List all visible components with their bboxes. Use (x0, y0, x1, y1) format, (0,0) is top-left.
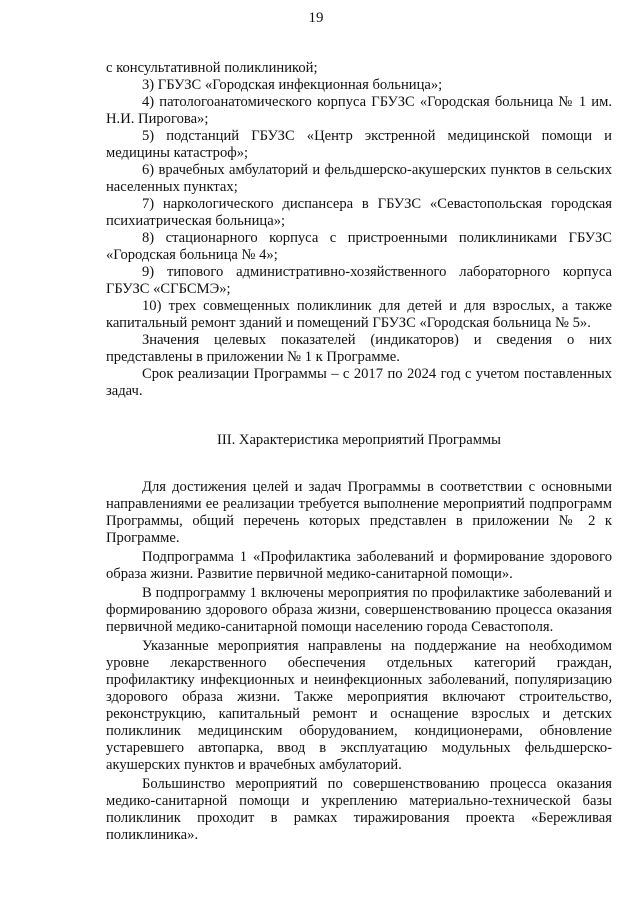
paragraph: 9) типового административно-хозяйственного лабораторного корпуса ГБУЗС «СГБСМЭ»; (106, 264, 612, 297)
paragraph: 3) ГБУЗС «Городская инфекционная больница»; (142, 77, 443, 93)
paragraph: Срок реализации Программы – с 2017 по 2024 год с учетом поставленных задач. (106, 366, 612, 399)
paragraph: 7) наркологического диспансера в ГБУЗС «Севастопольская городская психиатрическая больница»; (106, 196, 612, 229)
paragraph: Подпрограмма 1 «Профилактика заболеваний и формирование здорового образа жизни. Развитие первичной медико-санитарной помощи». (106, 549, 612, 582)
paragraph: Большинство мероприятий по совершенствованию процесса оказания медико-санитарной помощи и укреплению материально-технической базы поликлиник проходит в рамках тиражирования проекта «Бережливая поликлиника». (106, 776, 612, 843)
paragraph: 5) подстанций ГБУЗС «Центр экстренной медицинской помощи и медицины катастроф»; (106, 128, 612, 161)
document-body (106, 60, 612, 844)
paragraph: 10) трех совмещенных поликлиник для детей и для взрослых, а также капитальный ремонт зданий и помещений ГБУЗС «Городская больница № 5». (106, 298, 612, 331)
paragraph: Значения целевых показателей (индикаторов) и сведения о них представлены в приложении № 1 к Программе. (106, 332, 612, 365)
page-number: 19 (308, 10, 324, 26)
paragraph: 4) патологоанатомического корпуса ГБУЗС «Городская больница № 1 им. Н.И. Пирогова»; (106, 94, 612, 127)
paragraph: Указанные мероприятия направлены на поддержание на необходимом уровне лекарственного обеспечения отдельных категорий граждан, профилактику инфекционных и неинфекционных заболеваний, популяризацию здорового образа жизни. Также мероприятия включают строительство, реконструкцию, капитальный ремонт и оснащение взрослых и детских поликлиник медицинским оборудованием, кондиционерами, обновление устаревшего автопарка, ввод в эксплуатацию модульных фельдшерско-акушерских пунктов и врачебных амбулаторий. (106, 638, 612, 773)
paragraph: 8) стационарного корпуса с пристроенными поликлиниками ГБУЗС «Городская больница № 4»; (106, 230, 612, 263)
section-heading: III. Характеристика мероприятий Программы (217, 432, 501, 448)
paragraph: 6) врачебных амбулаторий и фельдшерско-акушерских пунктов в сельских населенных пунктах; (106, 162, 612, 195)
paragraph: с консультативной поликлиникой; (106, 60, 318, 76)
paragraph: Для достижения целей и задач Программы в соответствии с основными направлениями ее реализации требуется выполнение мероприятий подпрограмм Программы, общий перечень которых представлен в приложении № 2 к Программе. (106, 479, 612, 546)
paragraph: В подпрограмму 1 включены мероприятия по профилактике заболеваний и формированию здорового образа жизни, совершенствованию процесса оказания первичной медико-санитарной помощи населению города Севастополя. (106, 585, 612, 635)
